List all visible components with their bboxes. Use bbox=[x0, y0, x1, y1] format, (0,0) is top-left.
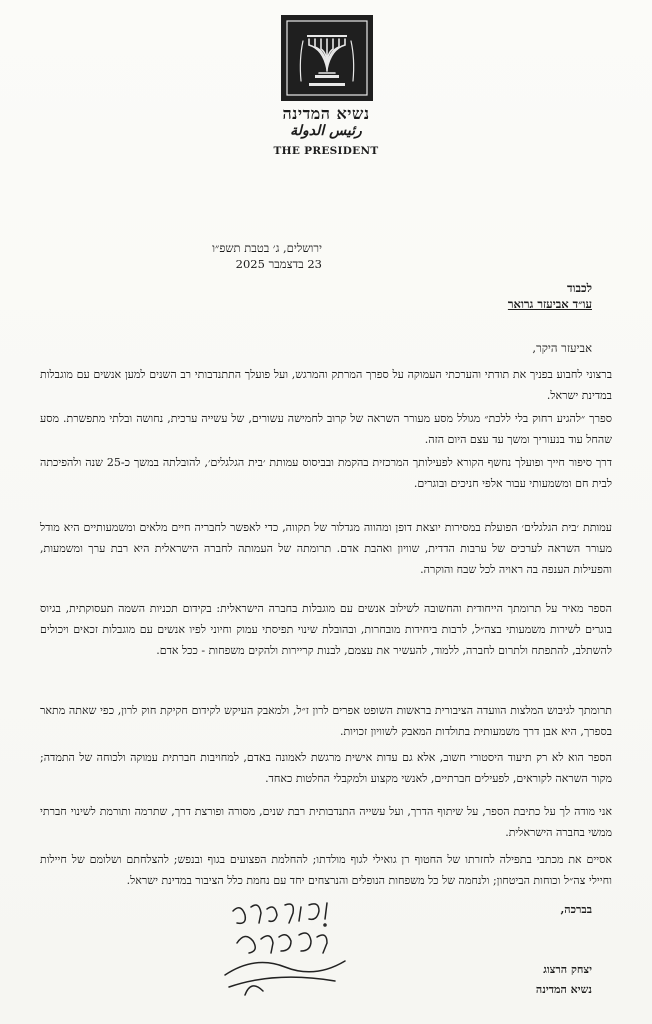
signer-role: נשיא המדינה bbox=[535, 983, 592, 996]
paragraph-9: אסיים את מכתבי בתפילה לחזרתו של החטוף רן גואילי לגוף מולדתו; להחלמת הפצועים בגוף ובנפש; להצלחתם ושלומם של חיילות וחיילי צה״ל וכוחות הביטחון; ולנחמה של כל משפחות הנופלים והנרצחים יחד עם נחמת כלל הציבור במדינת ישראל. bbox=[40, 853, 612, 887]
paragraph-6: תרומתך לגיבוש המלצות הוועדה הציבורית בראשות השופט אפרים לרון ז״ל, ולמאבק העיקש לקידום חקיקת חוק לרון, כפי שאתה מתאר בספרך, היא אבן דרך משמעותית בתולדות המאבק לשוויון זכויות. bbox=[40, 704, 612, 738]
paragraph-8: אני מודה לך על כתיבת הספר, על שיתוף הדרך, ועל עשייה התנדבותית רבת שנים, מסורה ופורצת דרך, שתרמה ותורמת לשינוי חברתי ממשי בחברה הישראלית. bbox=[40, 805, 612, 839]
recipient-label: לכבוד bbox=[566, 281, 592, 295]
greeting: אביעזר היקר, bbox=[532, 341, 592, 355]
paragraph-5: הספר מאיר על תרומתך הייחודית והחשובה לשילוב אנשים עם מוגבלות בחברה הישראלית: בקידום תכניות השמה תעסוקתית, בגיוס בוגרים לשירות משמעותי בצה״ל, לרבות ביחידות מובחרות, ובהובלת שינוי תפיסתי עמוק וחיוני לפיו אנשים עם מוגבלות זכאים ויכולים להשתלב, להתפתח ולתרום לחברה, ללמוד, להעשיר את עצמם, לבנות קריירות ולהקים משפחות - ככל אדם. bbox=[40, 602, 612, 657]
letterhead-title-arabic: رئيس الدولة bbox=[290, 123, 362, 139]
closing-line: בברכה, bbox=[560, 903, 592, 916]
paragraph-3: דרך סיפור חייך ופועלך נחשף הקורא לפעילותך המרכזית בהקמת ובביסוס עמותת ׳בית הגלגלים׳, להובלתה במשך כ-25 שנה ולהפיכתה לבית חם ומשמעותי עבור אלפי חניכים ובוגרים. bbox=[40, 456, 612, 490]
recipient-name: עו״ד אביעזר גרואר bbox=[507, 297, 592, 311]
date-hebrew: ירושלים, ג׳ בטבת תשפ״ו bbox=[212, 241, 322, 255]
paragraph-4: עמותת ׳בית הגלגלים׳ הפועלת במסירות יוצאת דופן ומהווה מגדלור של תקווה, כדי לאפשר לחבריה חיים מלאים ומשמעותיים היא מודל מעורר השראה לערכים של ערבות הדדית, שוויון ואהבת אדם. תרומתה של העמותה לחברה הישראלית היא רבת ערך ומשמעות, והפעילות הענפה בה ראויה לכל שבח והוקרה. bbox=[40, 521, 612, 576]
handwritten-signature bbox=[215, 895, 360, 1005]
paragraph-7: הספר הוא לא רק תיעוד היסטורי חשוב, אלא גם עדות אישית מרגשת לאמונה באדם, למחויבות חברתית עמוקה ולכוחה של התמדה; מקור השראה לקוראים, לפעילים חברתיים, לאנשי מקצוע ולמקבלי החלטות כאחד. bbox=[40, 751, 612, 785]
letterhead-title-hebrew: נשיא המדינה bbox=[282, 104, 370, 123]
letterhead-title-english: THE PRESIDENT bbox=[273, 145, 379, 157]
paragraph-2: ספרך ״להגיע רחוק בלי ללכת״ מגולל מסע מעורר השראה של קרוב לחמישה עשורים, של עשייה ערכית, נחושה ובלתי מתפשרת. מסע שהחל עוד בנעוריך ומשך עד עצם היום הזה. bbox=[40, 412, 612, 446]
signer-name: יצחק הרצוג bbox=[543, 963, 592, 976]
paragraph-1: ברצוני לחבוע בפניך את תודתי והערכתי העמוקה על ספרך המרתק והמרגש, ועל פועלך התתנדבותי רב השנים למען אנשים עם מוגבלות במדינת ישראל. bbox=[40, 368, 612, 402]
menorah-emblem-icon bbox=[281, 15, 373, 101]
date-gregorian: 23 בדצמבר 2025 bbox=[235, 257, 322, 271]
